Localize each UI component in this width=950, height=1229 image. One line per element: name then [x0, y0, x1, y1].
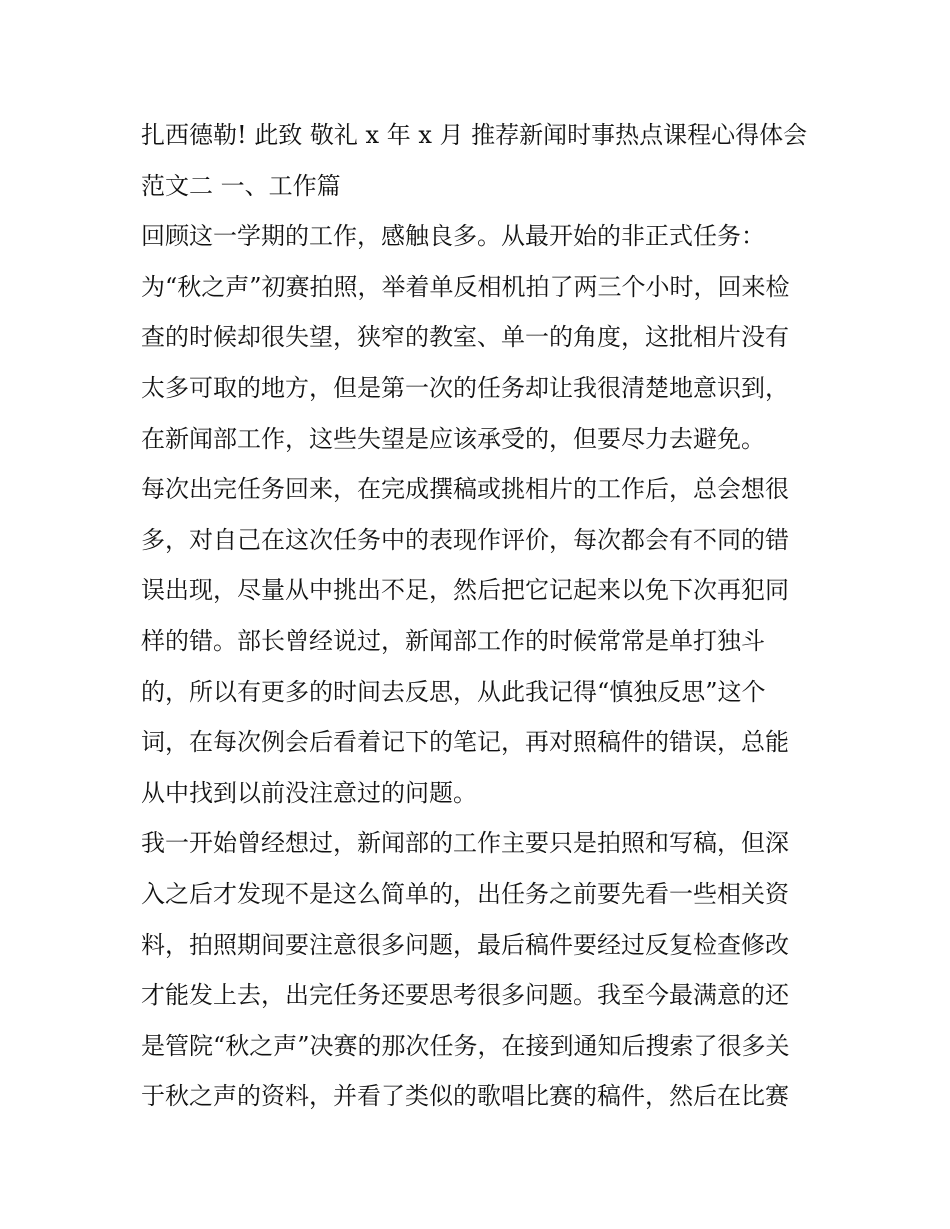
text-line: 太多可取的地方，但是第一次的任务却让我很清楚地意识到， [141, 373, 789, 402]
text-line: 于秋之声的资料，并看了类似的歌唱比赛的稿件，然后在比赛 [141, 1082, 789, 1111]
text-line: 在新闻部工作，这些失望是应该承受的，但要尽力去避免。 [141, 424, 765, 453]
text-line: 料，拍照期间要注意很多问题，最后稿件要经过反复检查修改 [141, 930, 789, 959]
text-line: 从中找到以前没注意过的问题。 [141, 778, 477, 807]
text-line: 是管院“秋之声”决赛的那次任务，在接到通知后搜索了很多关 [141, 1031, 790, 1060]
text-line: 的，所以有更多的时间去反思，从此我记得“慎独反思”这个 [141, 677, 766, 706]
text-line: 多，对自己在这次任务中的表现作评价，每次都会有不同的错 [141, 525, 789, 554]
text-line: 每次出完任务回来，在完成撰稿或挑相片的工作后，总会想很 [141, 475, 789, 504]
text-line: 入之后才发现不是这么简单的，出任务之前要先看一些相关资 [141, 879, 789, 908]
text-line: 误出现，尽量从中挑出不足，然后把它记起来以免下次再犯同 [141, 576, 789, 605]
document-body [141, 110, 821, 1122]
text-line: 回顾这一学期的工作，感触良多。从最开始的非正式任务： [141, 222, 765, 251]
text-line: 才能发上去，出完任务还要思考很多问题。我至今最满意的还 [141, 981, 789, 1010]
text-line: 词，在每次例会后看着记下的笔记，再对照稿件的错误，总能 [141, 728, 789, 757]
text-line: 查的时候却很失望，狭窄的教室、单一的角度，这批相片没有 [141, 323, 789, 352]
text-line: 为“秋之声”初赛拍照，举着单反相机拍了两三个小时，回来检 [141, 272, 790, 301]
text-line: 扎西德勒! 此致 敬礼 x 年 x 月 推荐新闻时事热点课程心得体会 [141, 121, 808, 149]
text-line: 范文二 一、工作篇 [141, 171, 341, 200]
text-line: 样的错。部长曾经说过，新闻部工作的时候常常是单打独斗 [141, 626, 765, 655]
text-line: 我一开始曾经想过，新闻部的工作主要只是拍照和写稿，但深 [141, 829, 789, 858]
